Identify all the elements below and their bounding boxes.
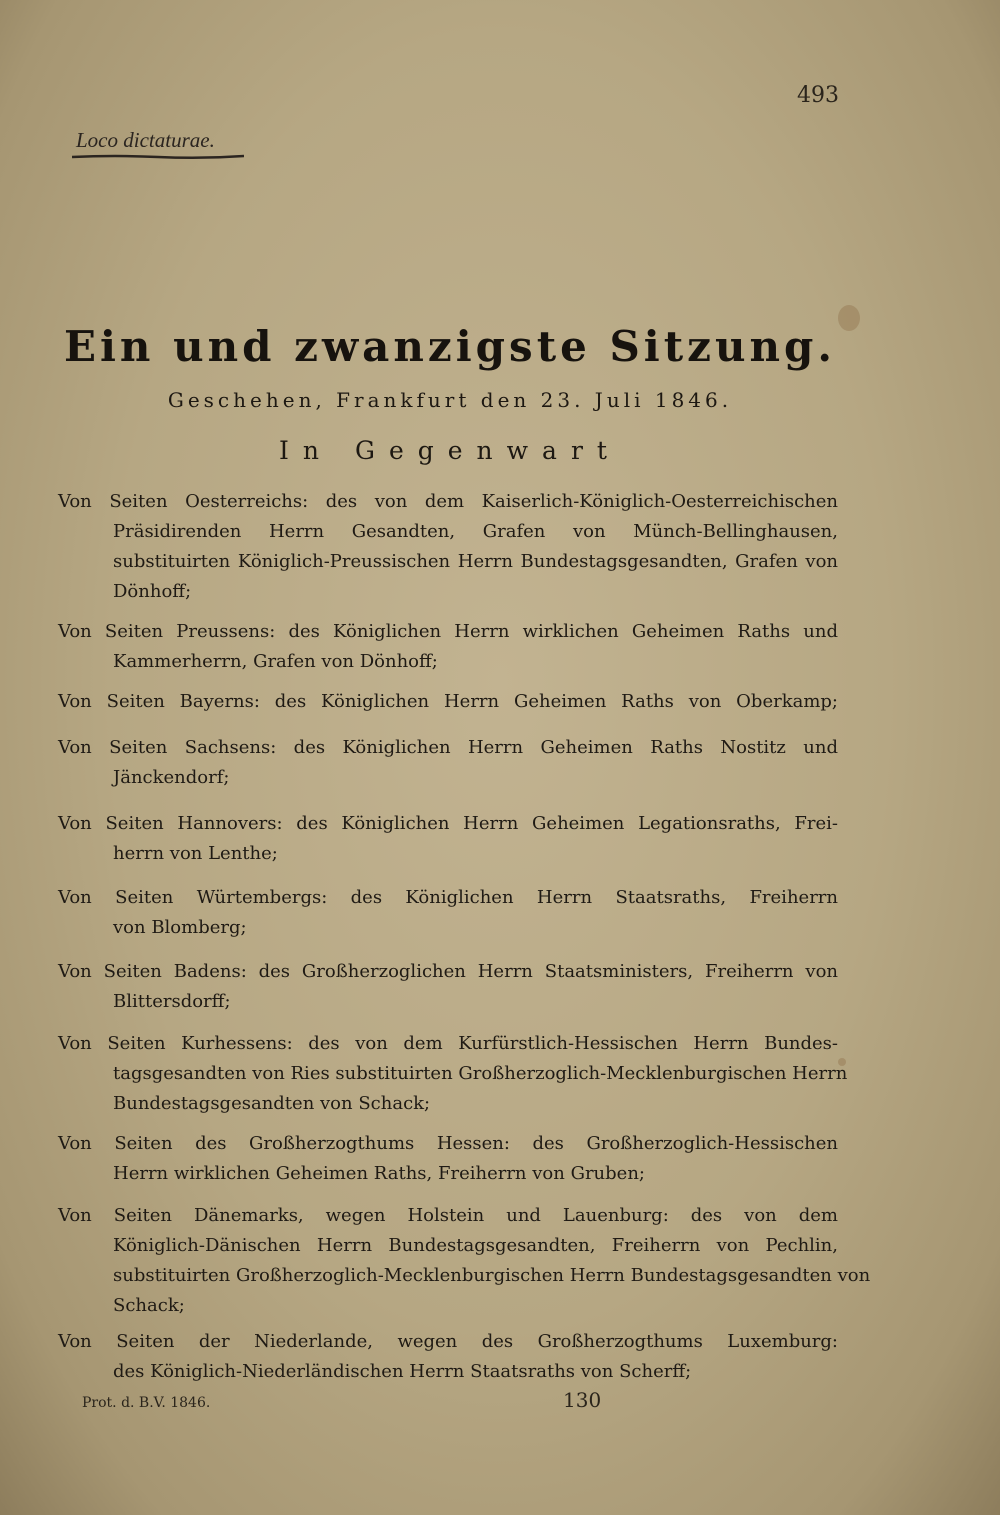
entry-line: Von Seiten Kurhessens: des von dem Kurfürstlich-Hessischen Herrn Bundes-: [58, 1033, 838, 1054]
entry-line: substituirten Großherzoglich-Mecklenburgischen Herrn Bundestagsgesandten von: [113, 1265, 871, 1286]
entry-line: Blittersdorff;: [113, 991, 231, 1012]
entry-line: Von Seiten Badens: des Großherzoglichen Herrn Staatsministers, Freiherrn von: [58, 961, 838, 982]
entry-line: Schack;: [113, 1295, 185, 1316]
entry-line: Von Seiten Sachsens: des Königlichen Herrn Geheimen Raths Nostitz und: [58, 737, 838, 758]
entry-line: Präsidirenden Herrn Gesandten, Grafen von Münch-Bellinghausen,: [113, 521, 838, 542]
entry-line: Jänckendorf;: [113, 767, 230, 788]
entry-line: herrn von Lenthe;: [113, 843, 278, 864]
footer-reference: Prot. d. B.V. 1846.: [82, 1395, 211, 1411]
entry-line: Von Seiten Preussens: des Königlichen Herrn wirklichen Geheimen Raths und: [58, 621, 838, 642]
entry-line: von Blomberg;: [113, 917, 247, 938]
entry-line: Dönhoff;: [113, 581, 192, 602]
entry-line: Von Seiten Oesterreichs: des von dem Kaiserlich-Königlich-Oesterreichischen: [58, 491, 838, 512]
entry-line: Königlich-Dänischen Herrn Bundestagsgesandten, Freiherrn von Pechlin,: [113, 1235, 838, 1256]
entry-line: Kammerherrn, Grafen von Dönhoff;: [113, 651, 438, 672]
entry-line: Von Seiten Hannovers: des Königlichen Herrn Geheimen Legationsraths, Frei-: [58, 813, 838, 834]
entry-line: Von Seiten des Großherzogthums Hessen: des Großherzoglich-Hessischen: [58, 1133, 838, 1154]
entry-line: Bundestagsgesandten von Schack;: [113, 1093, 431, 1114]
entry-line: Von Seiten Bayerns: des Königlichen Herrn Geheimen Raths von Oberkamp;: [58, 691, 838, 712]
entry-line: Herrn wirklichen Geheimen Raths, Freiherrn von Gruben;: [113, 1163, 645, 1184]
presence-heading: In Gegenwart: [279, 436, 621, 465]
entry-line: tagsgesandten von Ries substituirten Großherzoglich-Mecklenburgischen Herrn: [113, 1063, 848, 1084]
entry-line: des Königlich-Niederländischen Herrn Staatsraths von Scherff;: [113, 1361, 692, 1382]
session-title: Ein und zwanzigste Sitzung.: [63, 322, 837, 371]
entry-line: Von Seiten der Niederlande, wegen des Großherzogthums Luxemburg:: [58, 1331, 838, 1352]
page-number: 493: [797, 83, 839, 108]
entry-line: substituirten Königlich-Preussischen Herrn Bundestagsgesandten, Grafen von: [113, 551, 838, 572]
margin-note-underline: [72, 153, 244, 161]
entry-line: Von Seiten Dänemarks, wegen Holstein und Lauenburg: des von dem: [58, 1205, 838, 1226]
session-dateline: Geschehen, Frankfurt den 23. Juli 1846.: [167, 388, 733, 412]
entry-line: Von Seiten Würtembergs: des Königlichen Herrn Staatsraths, Freiherrn: [58, 887, 838, 908]
margin-note: Loco dictaturae.: [76, 128, 215, 152]
footer-signature-number: 130: [563, 1388, 602, 1412]
